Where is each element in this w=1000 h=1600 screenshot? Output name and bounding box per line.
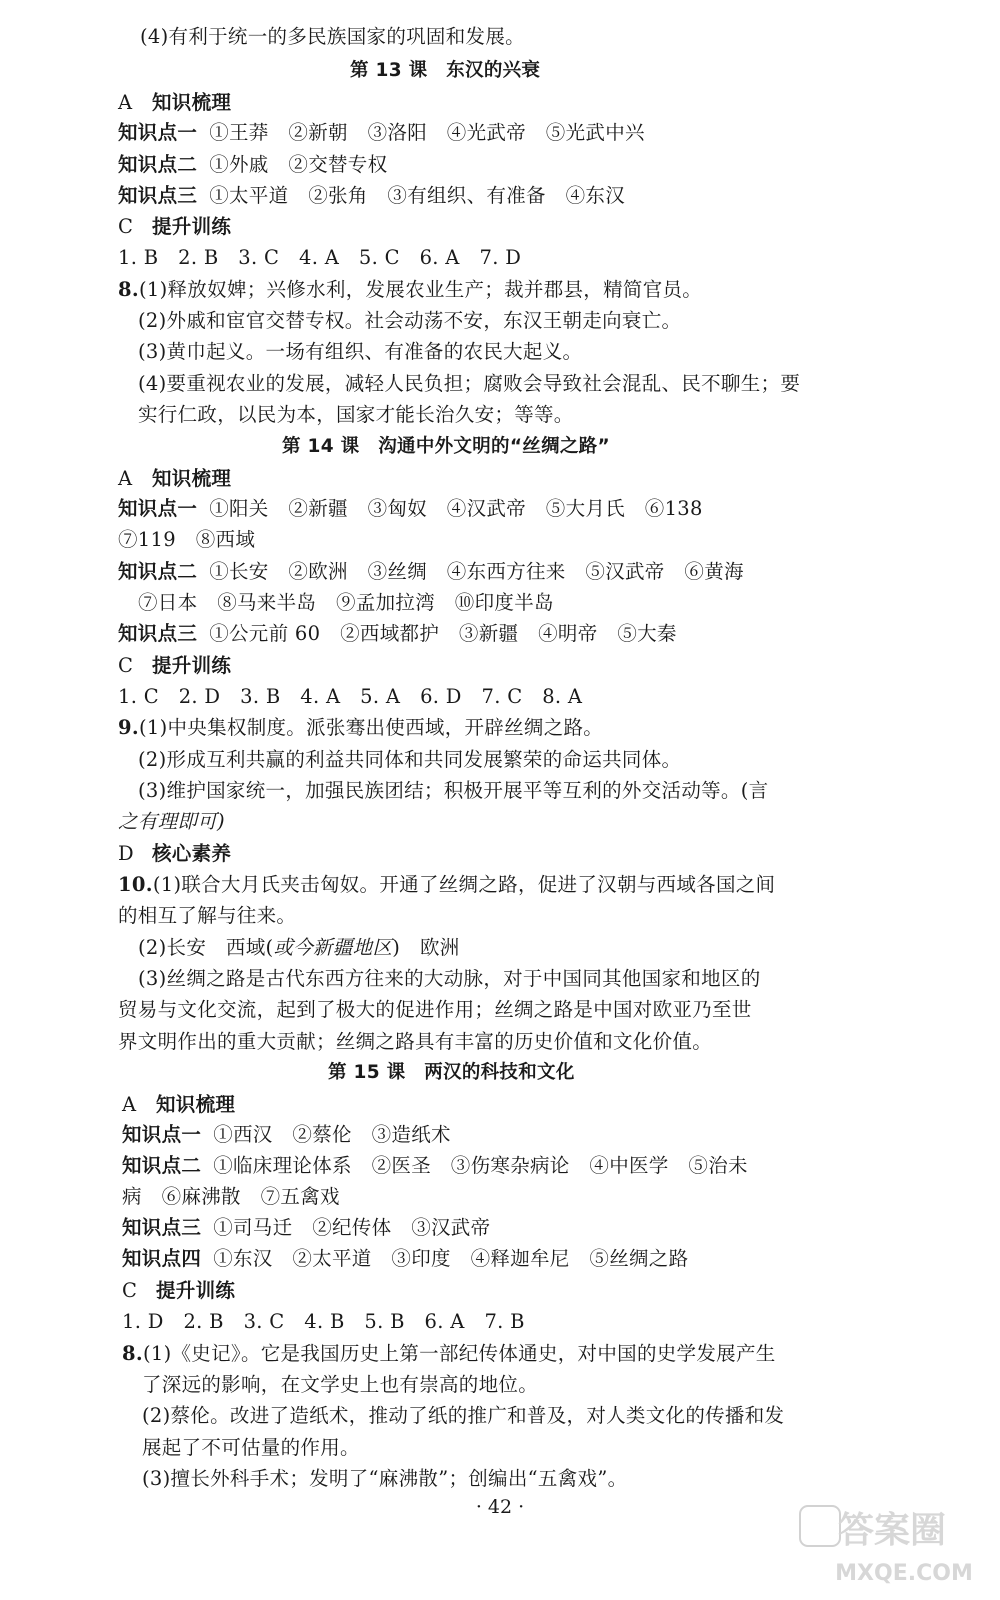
text-line: (2)外戚和宦官交替专权。社会动荡不安，东汉王朝走向衰亡。 [138, 309, 682, 332]
knowledge-point-label: 知识点二 [118, 560, 198, 583]
section-label: 知识梳理 [152, 467, 232, 490]
text-line: 界文明作出的重大贡献；丝绸之路具有丰富的历史价值和文化价值。 [118, 1030, 713, 1053]
text-line: (3)维护国家统一，加强民族团结；积极开展平等互利的外交活动等。(言 [138, 779, 769, 802]
question-number: 8. [118, 278, 139, 301]
knowledge-point [122, 1244, 688, 1274]
answer-text: (1)中央集权制度。派张骞出使西域，开辟丝绸之路。 [138, 716, 604, 739]
answer-line [118, 870, 775, 900]
knowledge-point [118, 150, 387, 180]
knowledge-point-label: 知识点一 [118, 497, 198, 520]
section-letter: D [118, 842, 134, 865]
section-label: 提升训练 [152, 654, 232, 677]
knowledge-point-label: 知识点四 [122, 1247, 202, 1270]
answer-text: (1)《史记》。它是我国历史上第一部纪传体通史，对中国的史学发展产生 [142, 1342, 776, 1365]
choice-answers: 1. B 2. B 3. C 4. A 5. C 6. A 7. D [118, 246, 522, 269]
section-heading [118, 839, 231, 869]
knowledge-point [122, 1213, 490, 1243]
answer-line [118, 713, 603, 743]
knowledge-point-text: ①长安 ②欧洲 ③丝绸 ④东西方往来 ⑤汉武帝 ⑥黄海 [209, 560, 744, 583]
section-label: 提升训练 [152, 215, 232, 238]
text-line: (3)丝绸之路是古代东西方往来的大动脉，对于中国同其他国家和地区的 [138, 967, 761, 990]
text-line: 的相互了解与往来。 [118, 904, 297, 927]
knowledge-point-text: ①司马迁 ②纪传体 ③汉武帝 [213, 1216, 491, 1239]
knowledge-point [122, 1151, 748, 1181]
text-line: (2)形成互利共赢的利益共同体和共同发展繁荣的命运共同体。 [138, 748, 682, 771]
section-heading [118, 464, 231, 494]
knowledge-point-label: 知识点一 [122, 1123, 202, 1146]
section-letter: C [118, 215, 134, 238]
lesson-14-title: 第 14 课 沟通中外文明的“丝绸之路” [282, 436, 610, 457]
answer-text: (1)联合大月氏夹击匈奴。开通了丝绸之路，促进了汉朝与西域各国之间 [152, 873, 776, 896]
section-heading [122, 1276, 235, 1306]
watermark-logo [796, 1500, 986, 1588]
knowledge-point-text: ①西汉 ②蔡伦 ③造纸术 [213, 1123, 451, 1146]
knowledge-point [118, 181, 625, 211]
lesson-15-title: 第 15 课 两汉的科技和文化 [328, 1062, 575, 1083]
text-line: (2)蔡伦。改进了造纸术，推动了纸的推广和普及，对人类文化的传播和发 [142, 1404, 785, 1427]
section-heading [118, 88, 231, 118]
knowledge-point-label: 知识点三 [118, 184, 198, 207]
knowledge-point-label: 知识点三 [118, 622, 198, 645]
section-label: 提升训练 [156, 1279, 236, 1302]
knowledge-point-text: ①王莽 ②新朝 ③洛阳 ④光武帝 ⑤光武中兴 [209, 121, 645, 144]
question-number: 9. [118, 716, 139, 739]
lesson-13-title: 第 13 课 东汉的兴衰 [350, 60, 541, 81]
question-number: 8. [122, 1342, 143, 1365]
text-line: 实行仁政，以民为本，国家才能长治久安；等等。 [138, 403, 574, 426]
text-line: 病 ⑥麻沸散 ⑦五禽戏 [122, 1185, 340, 1208]
section-heading [122, 1090, 235, 1120]
note-text: 或今新疆地区 [273, 936, 393, 959]
knowledge-point-text: ①太平道 ②张角 ③有组织、有准备 ④东汉 [209, 184, 626, 207]
watermark-title: 答案圈 [837, 1510, 947, 1551]
knowledge-point-text: ①临床理论体系 ②医圣 ③伤寒杂病论 ④中医学 ⑤治未 [213, 1154, 748, 1177]
answer-line [122, 1339, 776, 1369]
choice-answers: 1. D 2. B 3. C 4. B 5. B 6. A 7. B [122, 1310, 525, 1333]
text-line: ⑦119 ⑧西域 [118, 528, 256, 551]
text-line [138, 933, 460, 963]
knowledge-point-label: 知识点二 [122, 1154, 202, 1177]
text-line: 贸易与文化交流，起到了极大的促进作用；丝绸之路是中国对欧亚乃至世 [118, 998, 752, 1021]
section-letter: A [118, 467, 133, 490]
watermark-url: MXQE.COM [835, 1561, 973, 1586]
text-line: (4)要重视农业的发展，减轻人民负担；腐败会导致社会混乱、民不聊生；要 [138, 372, 801, 395]
knowledge-point-text: ①外戚 ②交替专权 [209, 153, 388, 176]
section-label: 知识梳理 [156, 1093, 236, 1116]
text-line: 展起了不可估量的作用。 [142, 1436, 360, 1459]
knowledge-point [122, 1120, 451, 1150]
text-line: ⑦日本 ⑧马来半岛 ⑨孟加拉湾 ⑩印度半岛 [138, 591, 554, 614]
knowledge-point-label: 知识点二 [118, 153, 198, 176]
text-line: 之有理即可) [118, 810, 225, 833]
text-segment: ) 欧洲 [392, 936, 460, 959]
section-letter: A [118, 91, 133, 114]
knowledge-point-text: ①公元前 60 ②西域都护 ③新疆 ④明帝 ⑤大秦 [209, 622, 677, 645]
text-line: (4)有利于统一的多民族国家的巩固和发展。 [140, 25, 525, 48]
knowledge-point [118, 619, 677, 649]
text-line: (3)擅长外科手术；发明了“麻沸散”；创编出“五禽戏”。 [142, 1467, 628, 1490]
knowledge-point [118, 494, 703, 524]
section-label: 知识梳理 [152, 91, 232, 114]
knowledge-point [118, 118, 645, 148]
choice-answers: 1. C 2. D 3. B 4. A 5. A 6. D 7. C 8. A [118, 685, 583, 708]
section-label: 核心素养 [152, 842, 232, 865]
section-letter: C [118, 654, 134, 677]
knowledge-point-label: 知识点三 [122, 1216, 202, 1239]
knowledge-point [118, 557, 744, 587]
knowledge-point-text: ①阳关 ②新疆 ③匈奴 ④汉武帝 ⑤大月氏 ⑥138 [209, 497, 703, 520]
section-letter: A [122, 1093, 137, 1116]
section-heading [118, 651, 231, 681]
page-number: · 42 · [475, 1496, 525, 1518]
section-letter: C [122, 1279, 138, 1302]
section-heading [118, 212, 231, 242]
question-number: 10. [118, 873, 153, 896]
answer-line [118, 275, 702, 305]
knowledge-point-text: ①东汉 ②太平道 ③印度 ④释迦牟尼 ⑤丝绸之路 [213, 1247, 689, 1270]
text-segment: (2)长安 西域( [138, 936, 274, 959]
knowledge-point-label: 知识点一 [118, 121, 198, 144]
text-line: 了深远的影响，在文学史上也有崇高的地位。 [142, 1373, 539, 1396]
answer-text: (1)释放奴婢；兴修水利，发展农业生产；裁并郡县，精简官员。 [138, 278, 703, 301]
text-line: (3)黄巾起义。一场有组织、有准备的农民大起义。 [138, 340, 583, 363]
